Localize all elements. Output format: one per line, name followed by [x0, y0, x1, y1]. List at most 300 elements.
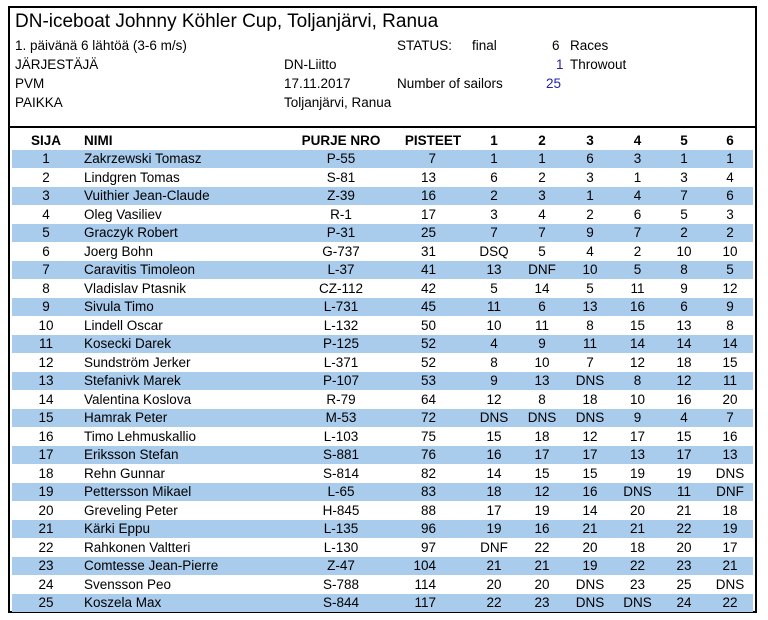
points-cell: 52 [396, 335, 470, 354]
race-4-cell: 10 [614, 390, 661, 409]
race-1-cell: 5 [470, 279, 518, 298]
col-header-points: PISTEET [404, 132, 462, 148]
rank-cell: 7 [12, 261, 80, 280]
race-2-cell: DNF [518, 261, 566, 280]
race-1-cell: DSQ [470, 242, 518, 261]
points-cell: 45 [396, 298, 470, 317]
race-4-cell: 19 [614, 464, 661, 483]
sail-number-cell: L-130 [286, 538, 396, 557]
points-cell: 64 [396, 390, 470, 409]
race-5-cell: 5 [661, 205, 707, 224]
name-cell: Rahkonen Valtteri [80, 538, 286, 557]
points-cell: 7 [396, 150, 470, 169]
race-4-cell: 9 [614, 409, 661, 428]
rank-cell: 2 [12, 168, 80, 187]
race-5-cell: 4 [661, 409, 707, 428]
name-cell: Eriksson Stefan [80, 446, 286, 465]
table-row [12, 150, 753, 169]
points-cell: 88 [396, 501, 470, 520]
race-4-cell: 6 [614, 205, 661, 224]
race-2-cell: 19 [518, 501, 566, 520]
race-1-cell: 8 [470, 353, 518, 372]
rank-cell: 18 [12, 464, 80, 483]
rank-cell: 16 [12, 427, 80, 446]
page-title: DN-iceboat Johnny Köhler Cup, Toljanjärvi, Ranua [15, 11, 439, 32]
race-1-cell: DNS [470, 409, 518, 428]
race-4-cell: 15 [614, 316, 661, 335]
race-6-cell: 1 [707, 150, 753, 169]
table-row [12, 168, 753, 187]
race-6-cell: 13 [707, 446, 753, 465]
results-body [12, 150, 753, 613]
date-label: PVM [15, 76, 45, 91]
table-row [12, 261, 753, 280]
header-area [10, 8, 755, 126]
table-row [12, 501, 753, 520]
sail-number-cell: S-881 [286, 446, 396, 465]
race-5-cell: 9 [661, 279, 707, 298]
table-row [12, 224, 753, 243]
rank-cell: 22 [12, 538, 80, 557]
name-cell: Kosecki Darek [80, 335, 286, 354]
name-cell: Joerg Bohn [80, 242, 286, 261]
race-2-cell: 12 [518, 483, 566, 502]
sail-number-cell: L-65 [286, 483, 396, 502]
race-5-cell: 22 [661, 520, 707, 539]
race-6-cell: 17 [707, 538, 753, 557]
col-header-rank: SIJA [30, 132, 61, 148]
table-row [12, 446, 753, 465]
table-row [12, 372, 753, 391]
race-6-cell: 15 [707, 353, 753, 372]
race-2-cell: 21 [518, 557, 566, 576]
sail-number-cell: P-107 [286, 372, 396, 391]
race-2-cell: 3 [518, 187, 566, 206]
points-cell: 25 [396, 224, 470, 243]
race-4-cell: 20 [614, 501, 661, 520]
col-header-name: NIMI [84, 132, 113, 148]
name-cell: Comtesse Jean-Pierre [80, 557, 286, 576]
race-5-cell: 11 [661, 483, 707, 502]
sail-number-cell: L-103 [286, 427, 396, 446]
race-4-cell: 17 [614, 427, 661, 446]
sail-number-cell: CZ-112 [286, 279, 396, 298]
sail-number-cell: S-844 [286, 594, 396, 613]
race-6-cell: 20 [707, 390, 753, 409]
rank-cell: 12 [12, 353, 80, 372]
race-1-cell: 4 [470, 335, 518, 354]
race-6-cell: 4 [707, 168, 753, 187]
sailors-label: Number of sailors [397, 76, 503, 91]
race-3-cell: 18 [566, 390, 614, 409]
points-cell: 52 [396, 353, 470, 372]
race-3-cell: 5 [566, 279, 614, 298]
race-2-cell: 16 [518, 520, 566, 539]
name-cell: Valentina Koslova [80, 390, 286, 409]
rank-cell: 20 [12, 501, 80, 520]
race-6-cell: DNS [707, 575, 753, 594]
race-5-cell: 16 [661, 390, 707, 409]
races-label: Races [570, 38, 609, 53]
race-4-cell: 2 [614, 242, 661, 261]
race-3-cell: 1 [566, 187, 614, 206]
name-cell: Sundström Jerker [80, 353, 286, 372]
points-cell: 50 [396, 316, 470, 335]
organizer-value: DN-Liitto [284, 57, 337, 72]
race-4-cell: 22 [614, 557, 661, 576]
race-5-cell: 25 [661, 575, 707, 594]
rank-cell: 17 [12, 446, 80, 465]
race-3-cell: 2 [566, 205, 614, 224]
race-2-cell: 4 [518, 205, 566, 224]
name-cell: Svensson Peo [80, 575, 286, 594]
points-cell: 53 [396, 372, 470, 391]
race-3-cell: 8 [566, 316, 614, 335]
sail-number-cell: S-81 [286, 168, 396, 187]
race-4-cell: 4 [614, 187, 661, 206]
table-row [12, 187, 753, 206]
sail-number-cell: M-53 [286, 409, 396, 428]
race-4-cell: 11 [614, 279, 661, 298]
table-row [12, 483, 753, 502]
sail-number-cell: R-79 [286, 390, 396, 409]
rank-cell: 6 [12, 242, 80, 261]
header-divider [10, 126, 755, 128]
race-6-cell: 7 [707, 409, 753, 428]
throwout-count: 1 [556, 57, 564, 72]
race-1-cell: 21 [470, 557, 518, 576]
points-cell: 42 [396, 279, 470, 298]
name-cell: Zakrzewski Tomasz [80, 150, 286, 169]
status-value: final [472, 38, 497, 53]
race-6-cell: 2 [707, 224, 753, 243]
race-6-cell: 16 [707, 427, 753, 446]
rank-cell: 11 [12, 335, 80, 354]
points-cell: 97 [396, 538, 470, 557]
sail-number-cell: S-814 [286, 464, 396, 483]
race-2-cell: 2 [518, 168, 566, 187]
sail-number-cell: Z-47 [286, 557, 396, 576]
race-2-cell: 9 [518, 335, 566, 354]
race-4-cell: 18 [614, 538, 661, 557]
race-2-cell: 6 [518, 298, 566, 317]
race-2-cell: 7 [518, 224, 566, 243]
table-row [12, 464, 753, 483]
points-cell: 117 [396, 594, 470, 613]
race-2-cell: 18 [518, 427, 566, 446]
sail-number-cell: P-31 [286, 224, 396, 243]
race-2-cell: 15 [518, 464, 566, 483]
table-row [12, 335, 753, 354]
sail-number-cell: L-37 [286, 261, 396, 280]
rank-cell: 3 [12, 187, 80, 206]
table-row [12, 520, 753, 539]
race-3-cell: 14 [566, 501, 614, 520]
race-3-cell: 21 [566, 520, 614, 539]
race-5-cell: 18 [661, 353, 707, 372]
race-1-cell: 17 [470, 501, 518, 520]
race-5-cell: 2 [661, 224, 707, 243]
race-3-cell: 7 [566, 353, 614, 372]
rank-cell: 10 [12, 316, 80, 335]
points-cell: 83 [396, 483, 470, 502]
race-6-cell: 10 [707, 242, 753, 261]
rank-cell: 8 [12, 279, 80, 298]
col-header-race-3: 3 [586, 132, 594, 148]
race-5-cell: 8 [661, 261, 707, 280]
points-cell: 13 [396, 168, 470, 187]
points-cell: 31 [396, 242, 470, 261]
race-2-cell: 5 [518, 242, 566, 261]
points-cell: 104 [396, 557, 470, 576]
race-1-cell: 22 [470, 594, 518, 613]
race-6-cell: 8 [707, 316, 753, 335]
table-row [12, 390, 753, 409]
race-2-cell: 11 [518, 316, 566, 335]
race-2-cell: 23 [518, 594, 566, 613]
race-1-cell: 9 [470, 372, 518, 391]
race-4-cell: 23 [614, 575, 661, 594]
race-5-cell: 7 [661, 187, 707, 206]
race-6-cell: 6 [707, 187, 753, 206]
name-cell: Timo Lehmuskallio [80, 427, 286, 446]
name-cell: Lindell Oscar [80, 316, 286, 335]
race-1-cell: 20 [470, 575, 518, 594]
results-table [12, 131, 753, 612]
name-cell: Rehn Gunnar [80, 464, 286, 483]
race-4-cell: 8 [614, 372, 661, 391]
race-4-cell: 1 [614, 168, 661, 187]
race-2-cell: 14 [518, 279, 566, 298]
place-label: PAIKKA [15, 95, 63, 110]
race-4-cell: DNS [614, 594, 661, 613]
race-1-cell: 15 [470, 427, 518, 446]
race-1-cell: 3 [470, 205, 518, 224]
points-cell: 96 [396, 520, 470, 539]
race-4-cell: 7 [614, 224, 661, 243]
race-4-cell: 5 [614, 261, 661, 280]
race-1-cell: 10 [470, 316, 518, 335]
name-cell: Pettersson Mikael [80, 483, 286, 502]
sail-number-cell: R-1 [286, 205, 396, 224]
name-cell: Vladislav Ptasnik [80, 279, 286, 298]
col-header-race-5: 5 [680, 132, 688, 148]
table-row [12, 353, 753, 372]
sail-number-cell: L-371 [286, 353, 396, 372]
table-row [12, 538, 753, 557]
throwout-label: Throwout [570, 57, 627, 72]
race-1-cell: 14 [470, 464, 518, 483]
table-row [12, 409, 753, 428]
points-cell: 16 [396, 187, 470, 206]
sail-number-cell: L-132 [286, 316, 396, 335]
race-3-cell: 17 [566, 446, 614, 465]
rank-cell: 25 [12, 594, 80, 613]
race-1-cell: 1 [470, 150, 518, 169]
race-6-cell: 14 [707, 335, 753, 354]
race-3-cell: 12 [566, 427, 614, 446]
race-5-cell: 20 [661, 538, 707, 557]
race-3-cell: 11 [566, 335, 614, 354]
race-3-cell: DNS [566, 372, 614, 391]
rank-cell: 4 [12, 205, 80, 224]
race-1-cell: 2 [470, 187, 518, 206]
race-4-cell: 12 [614, 353, 661, 372]
table-row [12, 575, 753, 594]
place-value: Toljanjärvi, Ranua [284, 95, 392, 110]
sailors-value: 25 [546, 76, 562, 91]
race-5-cell: 17 [661, 446, 707, 465]
rank-cell: 21 [12, 520, 80, 539]
race-2-cell: 1 [518, 150, 566, 169]
table-row [12, 427, 753, 446]
race-6-cell: 12 [707, 279, 753, 298]
name-cell: Stefanivk Marek [80, 372, 286, 391]
race-5-cell: 19 [661, 464, 707, 483]
sail-number-cell: H-845 [286, 501, 396, 520]
race-3-cell: 3 [566, 168, 614, 187]
race-2-cell: 22 [518, 538, 566, 557]
points-cell: 75 [396, 427, 470, 446]
race-6-cell: 11 [707, 372, 753, 391]
name-cell: Koszela Max [80, 594, 286, 613]
name-cell: Hamrak Peter [80, 409, 286, 428]
table-row [12, 279, 753, 298]
name-cell: Caravitis Timoleon [80, 261, 286, 280]
race-5-cell: 21 [661, 501, 707, 520]
race-5-cell: 6 [661, 298, 707, 317]
race-2-cell: 17 [518, 446, 566, 465]
race-5-cell: 24 [661, 594, 707, 613]
race-1-cell: 12 [470, 390, 518, 409]
race-6-cell: 21 [707, 557, 753, 576]
race-5-cell: 15 [661, 427, 707, 446]
points-cell: 17 [396, 205, 470, 224]
race-4-cell: 3 [614, 150, 661, 169]
race-5-cell: 13 [661, 316, 707, 335]
race-5-cell: 14 [661, 335, 707, 354]
name-cell: Greveling Peter [80, 501, 286, 520]
points-cell: 82 [396, 464, 470, 483]
name-cell: Graczyk Robert [80, 224, 286, 243]
race-4-cell: DNS [614, 483, 661, 502]
rank-cell: 19 [12, 483, 80, 502]
race-1-cell: 19 [470, 520, 518, 539]
race-1-cell: 11 [470, 298, 518, 317]
rank-cell: 9 [12, 298, 80, 317]
points-cell: 72 [396, 409, 470, 428]
race-2-cell: 20 [518, 575, 566, 594]
results-sheet [8, 6, 757, 613]
race-3-cell: 10 [566, 261, 614, 280]
points-cell: 76 [396, 446, 470, 465]
col-header-race-4: 4 [633, 132, 642, 148]
rank-cell: 15 [12, 409, 80, 428]
name-cell: Kärki Eppu [80, 520, 286, 539]
race-1-cell: 6 [470, 168, 518, 187]
rank-cell: 1 [12, 150, 80, 169]
race-3-cell: 13 [566, 298, 614, 317]
rank-cell: 13 [12, 372, 80, 391]
table-row [12, 205, 753, 224]
race-5-cell: 3 [661, 168, 707, 187]
race-2-cell: 10 [518, 353, 566, 372]
race-3-cell: DNS [566, 409, 614, 428]
race-6-cell: 19 [707, 520, 753, 539]
race-4-cell: 16 [614, 298, 661, 317]
race-2-cell: 13 [518, 372, 566, 391]
sail-number-cell: G-737 [286, 242, 396, 261]
race-1-cell: 13 [470, 261, 518, 280]
race-5-cell: 10 [661, 242, 707, 261]
points-cell: 41 [396, 261, 470, 280]
race-6-cell: 3 [707, 205, 753, 224]
race-6-cell: DNF [707, 483, 753, 502]
table-row [12, 316, 753, 335]
date-value: 17.11.2017 [284, 76, 351, 91]
col-header-race-1: 1 [490, 132, 498, 148]
race-1-cell: 16 [470, 446, 518, 465]
race-6-cell: 9 [707, 298, 753, 317]
rank-cell: 14 [12, 390, 80, 409]
race-5-cell: 1 [661, 150, 707, 169]
race-5-cell: 12 [661, 372, 707, 391]
header-row [12, 131, 753, 150]
sail-number-cell: L-731 [286, 298, 396, 317]
col-header-race-2: 2 [538, 132, 546, 148]
race-3-cell: DNS [566, 575, 614, 594]
race-3-cell: 19 [566, 557, 614, 576]
races-count: 6 [552, 38, 560, 53]
col-header-sail-number: PURJE NRO [301, 132, 381, 148]
table-row [12, 557, 753, 576]
sail-number-cell: P-125 [286, 335, 396, 354]
race-1-cell: 18 [470, 483, 518, 502]
name-cell: Sivula Timo [80, 298, 286, 317]
race-3-cell: 6 [566, 150, 614, 169]
col-header-race-6: 6 [726, 132, 734, 148]
sail-number-cell: L-135 [286, 520, 396, 539]
race-5-cell: 23 [661, 557, 707, 576]
rank-cell: 24 [12, 575, 80, 594]
table-row [12, 242, 753, 261]
status-label: STATUS: [397, 38, 453, 53]
race-4-cell: 21 [614, 520, 661, 539]
race-1-cell: DNF [470, 538, 518, 557]
race-3-cell: 9 [566, 224, 614, 243]
rank-cell: 23 [12, 557, 80, 576]
rank-cell: 5 [12, 224, 80, 243]
sail-number-cell: Z-39 [286, 187, 396, 206]
points-cell: 114 [396, 575, 470, 594]
race-2-cell: DNS [518, 409, 566, 428]
table-row [12, 298, 753, 317]
race-6-cell: 22 [707, 594, 753, 613]
race-6-cell: 18 [707, 501, 753, 520]
race-4-cell: 14 [614, 335, 661, 354]
race-3-cell: 20 [566, 538, 614, 557]
race-1-cell: 7 [470, 224, 518, 243]
sail-number-cell: P-55 [286, 150, 396, 169]
race-6-cell: DNS [707, 464, 753, 483]
race-3-cell: DNS [566, 594, 614, 613]
name-cell: Lindgren Tomas [80, 168, 286, 187]
race-3-cell: 4 [566, 242, 614, 261]
race-3-cell: 15 [566, 464, 614, 483]
race-4-cell: 13 [614, 446, 661, 465]
race-2-cell: 8 [518, 390, 566, 409]
name-cell: Oleg Vasiliev [80, 205, 286, 224]
